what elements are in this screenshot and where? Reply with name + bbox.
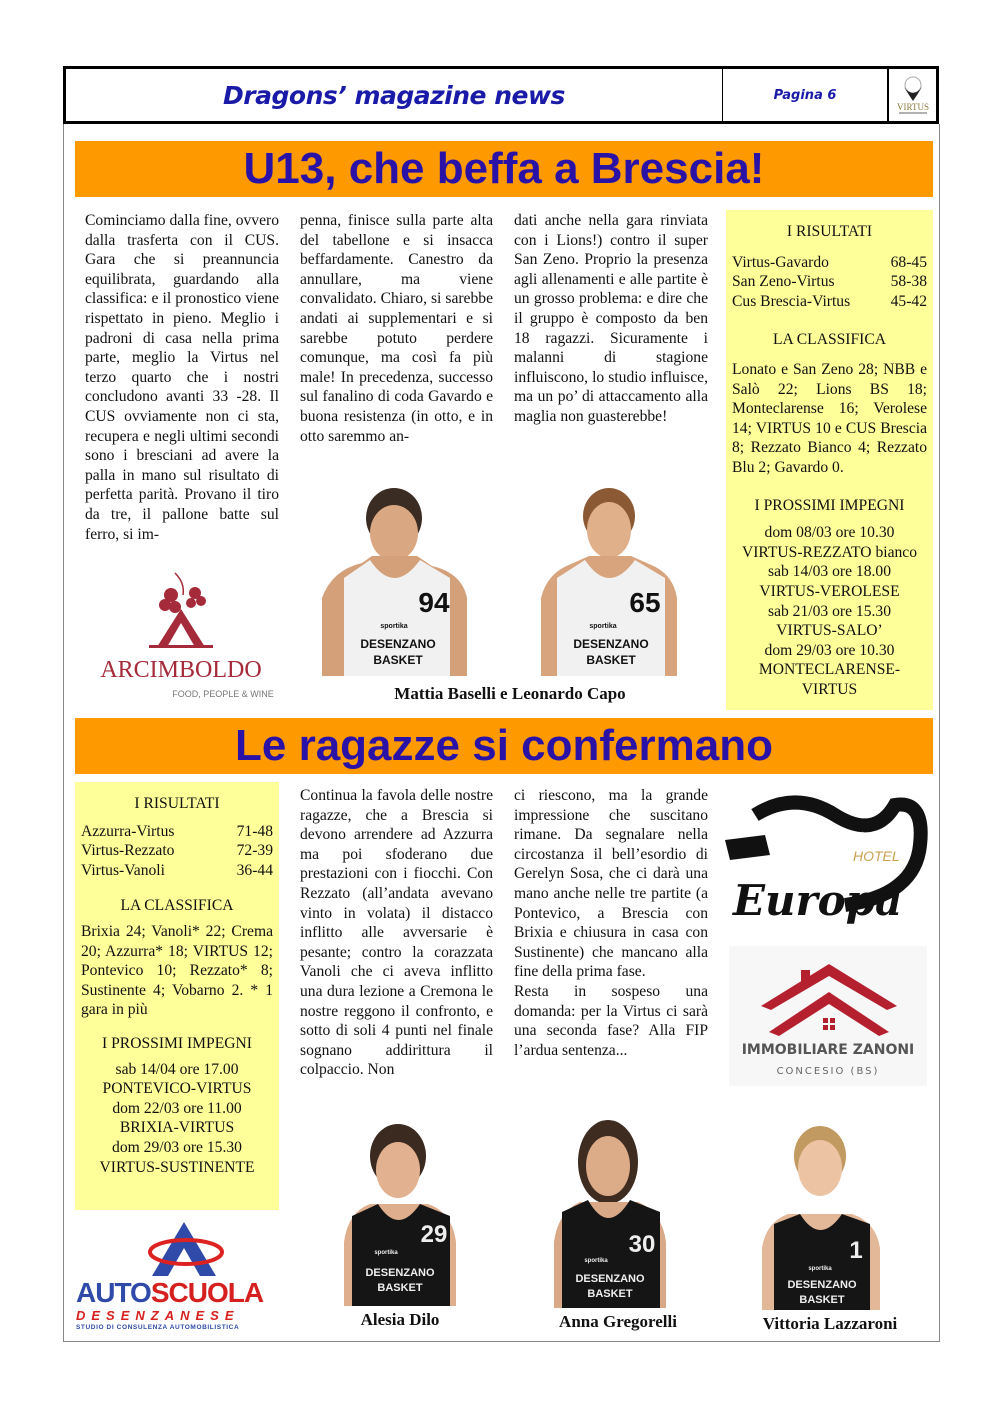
result-score: 36-44: [236, 861, 273, 879]
player-name-caption: Vittoria Lazzaroni: [762, 1314, 898, 1333]
result-row: [732, 272, 927, 292]
player-photo-image: [758, 1118, 884, 1310]
jersey-team: DESENZANO: [575, 1273, 645, 1285]
article1-sidebar: [726, 210, 933, 710]
jersey-team2: BASKET: [373, 653, 423, 667]
arcimboldo-tagline: FOOD, PEOPLE & WINE: [172, 689, 274, 699]
jersey-team2: BASKET: [799, 1294, 845, 1306]
standings-text: Brixia 24; Vanoli* 22; Crema 20; Azzurra* 18; VIRTUS 12; Pontevico 10; Rezzato* 8; Sustinente 4; Vobarno 2. * 1 gara in più: [81, 922, 273, 1019]
virtus-logo-icon: [891, 73, 935, 117]
jersey-brand: sportika: [380, 623, 408, 630]
result-row: [81, 822, 273, 842]
jersey-brand: sportika: [584, 1258, 608, 1264]
standings-title: LA CLASSIFICA: [120, 897, 234, 915]
autoscuola-wordmark: [74, 1278, 292, 1332]
result-score: 68-45: [890, 253, 927, 271]
next-game-line: sab 14/03 ore 18.00: [768, 563, 891, 581]
next-game-line: VIRTUS-VEROLESE: [759, 582, 900, 600]
next-game-line: sab 14/04 ore 17.00: [115, 1060, 239, 1078]
next-game-line: VIRTUS-REZZATO bianco: [741, 543, 918, 561]
page-header: [63, 66, 939, 124]
article2-title: Le ragazze si confermano: [75, 718, 933, 774]
jersey-brand: sportika: [589, 623, 617, 630]
player-photo-image: [340, 1112, 460, 1306]
jersey-number: 30: [628, 1231, 656, 1258]
player-photo-29: [340, 1112, 460, 1306]
result-score: 72-39: [236, 842, 273, 860]
player-photo-1: [758, 1118, 884, 1310]
standings-text: Lonato e San Zeno 28; NBB e Salò 22; Lions BS 18; Monteclarense 16; Verolese 14; VIRTUS 10 e CUS Brescia 8; Rezzato Bianco 4; Rezzato Blu 2; Gavardo 0.: [732, 360, 927, 476]
result-row: [81, 861, 273, 881]
next-games-title: I PROSSIMI IMPEGNI: [754, 496, 905, 514]
jersey-team2: BASKET: [377, 1282, 423, 1294]
jersey-number: 94: [418, 587, 450, 618]
jersey-team: DESENZANO: [360, 637, 436, 651]
immobiliare-logo-icon: [729, 946, 927, 1086]
next-game-line: dom 29/03 ore 15.30: [112, 1138, 242, 1156]
article1-col3-text: dati anche nella gara rinviata con i Lions!) contro il super San Zeno. Proprio la presenza agli allenamenti e alle partite è un grosso problema: e dire che il gruppo è composto da ben 18 ragazzi. Sicuramente i malanni di stagione influiscono, lo studio influisce, ma un po’ di attaccamento alla maglia non guasterebbe!: [514, 212, 708, 425]
next-games-title: I PROSSIMI IMPEGNI: [102, 1034, 252, 1052]
article2-col3-text: ci riescono, ma la grande impressione che suscitano rimane. Da segnalare nella circostanza il bell’esordio di Gerelyn Sosa, che ci darà una mano anche nelle tre partite (a Pontevico, a Brescia con Brixia e chiusura in casa con Sustinente) che mancano alla fine della prima fase.: [514, 787, 708, 981]
results-title: I RISULTATI: [786, 223, 873, 240]
article1-column2: [300, 211, 493, 446]
svg-text:★: ★: [857, 829, 868, 843]
result-match: Virtus-Gavardo: [732, 253, 829, 271]
hotel-europa-ad[interactable]: [725, 785, 937, 930]
result-match: Virtus-Rezzato: [81, 842, 175, 860]
result-score: 45-42: [890, 292, 927, 310]
article2-col2-text: Continua la favola delle nostre ragazze, che a Brescia si devono arrendere ad Azzurra ma poi sfoderano due prestazioni con i fiocchi. Con Rezzato (all’andata avevano vinto in volata) il distacco inflitto alle avversarie è pesante; contro la corazzata Vanoli che ci aveva inflitto una dura lezione a Cremona le nostre reggono il confronto, e sotto di soli 4 punti nel finale sognano addirittura il colpaccio. Non: [300, 787, 493, 1079]
result-match: San Zeno-Virtus: [732, 273, 835, 291]
virtus-logo-text: VIRTUS: [896, 102, 929, 112]
jersey-number: 65: [629, 587, 661, 618]
player-photo-30: [548, 1112, 672, 1308]
next-game-line: VIRTUS: [801, 680, 858, 698]
player-photo-image: [322, 478, 472, 676]
result-score: 58-38: [890, 273, 927, 291]
result-row: [732, 253, 927, 273]
magazine-title: Dragons’ magazine news: [66, 69, 723, 121]
jersey-brand: sportika: [374, 1250, 398, 1256]
hotel-europa-logo-icon: [725, 785, 937, 930]
result-match: Virtus-Vanoli: [81, 861, 165, 879]
hotel-name: Europa: [733, 876, 903, 925]
hotel-label: HOTEL: [853, 848, 900, 864]
arcimboldo-logo-icon: [95, 565, 275, 705]
arcimboldo-ad[interactable]: [95, 565, 275, 705]
boys-photo-caption: Mattia Baselli e Leonardo Capo: [394, 684, 626, 703]
jersey-team: DESENZANO: [365, 1267, 435, 1279]
jersey-number: 29: [420, 1221, 448, 1248]
next-games-list: [732, 523, 927, 699]
player-photo-94: [322, 478, 472, 676]
result-score: 71-48: [236, 822, 273, 840]
next-game-line: VIRTUS-SALO’: [776, 622, 883, 640]
results-title: I RISULTATI: [134, 795, 220, 812]
autoscuola-sub: DESENZANESE: [76, 1308, 240, 1323]
player-photo-image: [548, 1112, 672, 1308]
result-match: Azzurra-Virtus: [81, 822, 175, 840]
next-game-line: sab 21/03 ore 15.30: [768, 602, 891, 620]
article2-col3-text-ending: Resta in sospeso una domanda: per la Virtus ci sarà una seconda fase? Alla FIP l’ardua sentenza...: [514, 982, 708, 1059]
next-game-line: dom 08/03 ore 10.30: [764, 524, 895, 542]
next-game-line: dom 22/03 ore 11.00: [112, 1099, 242, 1117]
next-games-list: [81, 1060, 273, 1178]
svg-text:★: ★: [783, 819, 794, 833]
jersey-team: DESENZANO: [787, 1279, 857, 1291]
player-photo-65: [541, 478, 677, 676]
article2-column3: [514, 786, 708, 1060]
next-game-line: BRIXIA-VIRTUS: [119, 1119, 235, 1137]
article2-sidebar: [75, 782, 279, 1210]
article1-col2-text: penna, finisce sulla parte alta del tabellone e si insacca beffardamente. Canestro da annullare, ma viene convalidato. Chiaro, si sarebbe andati ai supplementari e si sarebbe potuto perdere comunque, ma così fa più male! In precedenza, successo sul fanalino di coda Gavardo e buona resistenza (in otto, e in otto saremmo an-: [300, 212, 493, 445]
virtus-logo: [889, 69, 936, 121]
result-match: Cus Brescia-Virtus: [732, 292, 851, 310]
immobiliare-location: CONCESIO (BS): [776, 1066, 880, 1077]
article2-column2: [300, 786, 493, 1080]
article1-col1-text: Cominciamo dalla fine, ovvero dalla trasferta con il CUS. Gara che si preannuncia equilibrata, guardando alla classifica: e il pronostico viene rispettato in pieno. Meglio i padroni di casa nella prima parte, meglio la Virtus nel terzo quarto che i nostri concludono avanti 33 -28. Il CUS ovviamente non ci sta, recupera e negli ultimi secondi sono i bresciani ad avere la palla in mano sul risultato di perfetta parità. Provano il tiro da tre, il pallone batte sul ferro, si im-: [85, 212, 280, 543]
page-number: Pagina 6: [723, 69, 889, 121]
jersey-team2: BASKET: [587, 1288, 633, 1300]
autoscuola-ad[interactable]: [74, 1216, 292, 1332]
standings-title: LA CLASSIFICA: [772, 331, 887, 349]
player-photo-image: [541, 478, 677, 676]
article1-column1: [85, 211, 279, 544]
jersey-team: DESENZANO: [573, 637, 649, 651]
svg-text:★: ★: [818, 829, 829, 843]
arcimboldo-name: ARCIMBOLDO: [100, 657, 262, 683]
autoscuola-name-part1: AUTO: [76, 1277, 151, 1308]
article1-title: U13, che beffa a Brescia!: [75, 141, 933, 197]
autoscuola-tagline: STUDIO DI CONSULENZA AUTOMOBILISTICA: [76, 1324, 240, 1331]
player-name-caption: Anna Gregorelli: [559, 1312, 677, 1331]
result-row: [81, 841, 273, 861]
autoscuola-name-part2: SCUOLA: [150, 1277, 264, 1308]
immobiliare-name: IMMOBILIARE ZANONI: [741, 1042, 915, 1058]
autoscuola-logo-icon: [74, 1216, 292, 1278]
next-game-line: PONTEVICO-VIRTUS: [102, 1080, 252, 1098]
player-name-caption: Alesia Dilo: [360, 1310, 440, 1329]
result-row: [732, 292, 927, 312]
next-game-line: VIRTUS-SUSTINENTE: [99, 1158, 255, 1176]
immobiliare-zanoni-ad[interactable]: [729, 946, 927, 1086]
next-game-line: dom 29/03 ore 10.30: [764, 641, 895, 659]
article1-column3: [514, 211, 708, 427]
jersey-number: 1: [849, 1237, 863, 1264]
jersey-team2: BASKET: [586, 653, 636, 667]
autoscuola-name: [76, 1278, 290, 1308]
next-game-line: MONTECLARENSE-: [758, 661, 901, 679]
jersey-brand: sportika: [808, 1266, 832, 1272]
